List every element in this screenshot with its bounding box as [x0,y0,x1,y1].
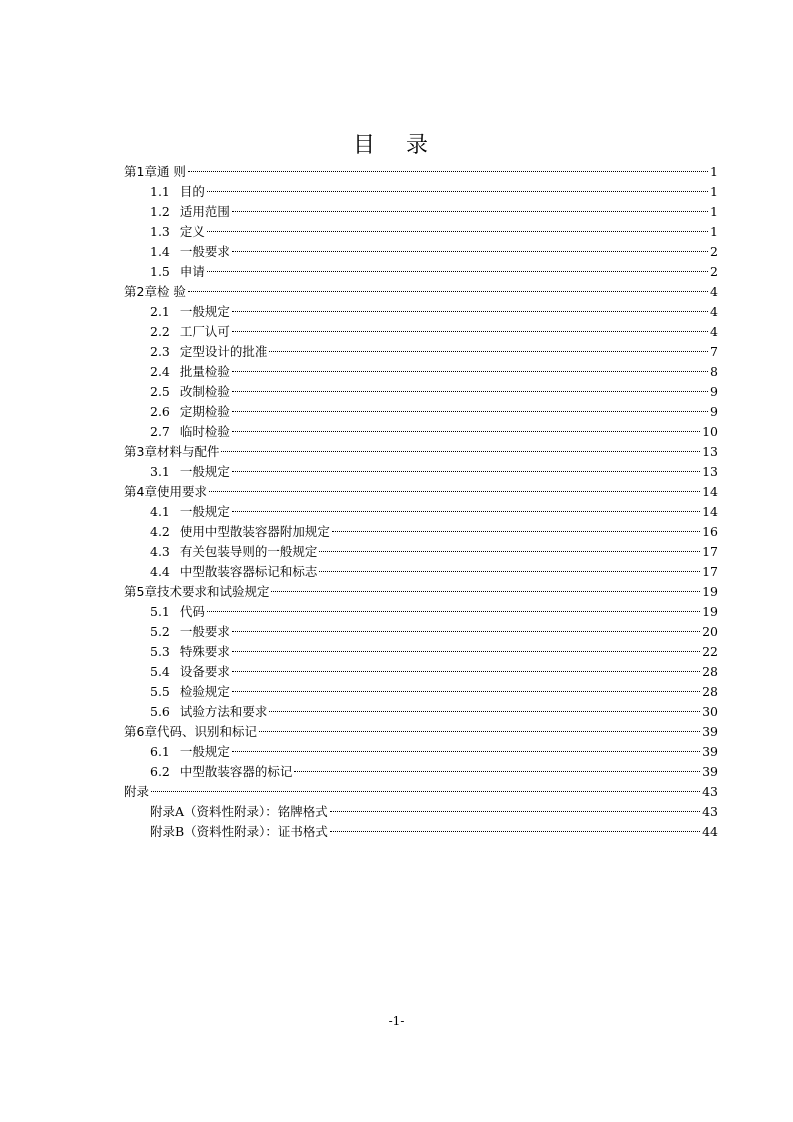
dot-leader [232,311,708,312]
toc-page-number: 9 [710,404,718,419]
toc-section-number: 4.3 [150,544,170,559]
toc-entry-label: 附录 [124,784,150,799]
dot-leader [232,671,700,672]
toc-section-entry[interactable] [124,382,718,402]
dot-leader [271,591,700,592]
toc-page-number: 22 [702,644,718,659]
toc-entry-title [124,582,269,602]
toc-section-number: 5.2 [150,624,170,639]
toc-section-number: 6.1 [150,744,170,759]
dot-leader [221,451,700,452]
dot-leader [207,271,708,272]
toc-page-number: 39 [702,744,718,759]
toc-entry-label: 临时检验 [179,424,230,439]
toc-entry-label: 第3章材料与配件 [124,444,220,459]
toc-entry-title [150,322,230,342]
toc-entry-label: 使用中型散装容器附加规定 [179,524,330,539]
toc-section-number: 5.1 [150,604,170,619]
toc-entry-title [124,782,149,802]
toc-entry-label: 一般规定 [179,304,230,319]
dot-leader [232,631,700,632]
dot-leader [232,371,708,372]
toc-page-number: 28 [702,684,718,699]
toc-section-number: 4.4 [150,564,170,579]
toc-section-number: 1.1 [150,184,170,199]
toc-page-number: 1 [710,164,718,179]
toc-entry-label: 有关包装导则的一般规定 [179,544,318,559]
toc-section-number: 5.5 [150,684,170,699]
dot-leader [232,751,700,752]
toc-section-entry[interactable] [124,822,718,842]
toc-entry-title [124,162,186,182]
table-of-contents [124,162,718,842]
toc-entry-title [150,642,230,662]
toc-entry-label: 定期检验 [179,404,230,419]
toc-entry-label: 一般规定 [179,744,230,759]
toc-page-number: 39 [702,724,718,739]
toc-entry-label: 一般要求 [179,624,230,639]
toc-section-number: 2.7 [150,424,170,439]
toc-section-entry[interactable] [124,342,718,362]
toc-section-entry[interactable] [124,802,718,822]
toc-section-entry[interactable] [124,682,718,702]
toc-page-number: 10 [702,424,718,439]
toc-entry-title [124,482,207,502]
toc-entry-title [150,402,230,422]
toc-entry-label: 一般规定 [179,504,230,519]
toc-page-number: 17 [702,544,718,559]
toc-page-number: 44 [702,824,718,839]
toc-chapter-entry[interactable] [124,722,718,742]
toc-section-number: 2.3 [150,344,170,359]
toc-entry-title [150,602,205,622]
toc-entry-label: 改制检验 [179,384,230,399]
toc-page-number: 4 [710,304,718,319]
dot-leader [232,211,708,212]
dot-leader [330,811,700,812]
toc-section-entry[interactable] [124,602,718,622]
toc-page-number: 1 [710,224,718,239]
toc-entry-title [150,802,328,822]
toc-page-number: 2 [710,264,718,279]
toc-section-entry[interactable] [124,202,718,222]
toc-section-number: 1.3 [150,224,170,239]
toc-section-number: 1.2 [150,204,170,219]
toc-entry-title [150,202,230,222]
toc-section-entry[interactable] [124,302,718,322]
toc-section-number: 5.6 [150,704,170,719]
toc-entry-label: 第6章代码、识别和标记 [124,724,257,739]
toc-entry-label: 第1章通 则 [124,164,186,179]
toc-entry-label: 第2章检 验 [124,284,186,299]
toc-entry-title [150,702,267,722]
dot-leader [232,511,700,512]
toc-entry-title [150,242,230,262]
toc-entry-title [150,502,230,522]
toc-section-entry[interactable] [124,522,718,542]
dot-leader [319,551,700,552]
toc-entry-title [150,382,230,402]
toc-section-entry[interactable] [124,662,718,682]
toc-page-number: 4 [710,324,718,339]
toc-chapter-entry[interactable] [124,482,718,502]
toc-entry-label: 一般要求 [179,244,230,259]
toc-page-number: 17 [702,564,718,579]
toc-entry-label: 特殊要求 [179,644,230,659]
toc-section-number: 4.2 [150,524,170,539]
toc-section-number: 2.1 [150,304,170,319]
dot-leader [330,831,700,832]
toc-entry-label: 第5章技术要求和试验规定 [124,584,270,599]
toc-entry-title [150,562,317,582]
toc-section-entry[interactable] [124,542,718,562]
dot-leader [232,431,700,432]
toc-section-number: 5.3 [150,644,170,659]
toc-chapter-entry[interactable] [124,442,718,462]
toc-section-entry[interactable] [124,702,718,722]
toc-page-number: 28 [702,664,718,679]
toc-entry-label: 申请 [179,264,205,279]
toc-entry-title [150,262,205,282]
toc-entry-label: 定义 [179,224,205,239]
toc-entry-label: 附录B（资料性附录）：证书格式 [150,824,328,839]
dot-leader [188,291,708,292]
dot-leader [232,391,708,392]
toc-section-entry[interactable] [124,622,718,642]
dot-leader [319,571,700,572]
toc-section-entry[interactable] [124,222,718,242]
toc-section-entry[interactable] [124,182,718,202]
toc-section-number: 1.5 [150,264,170,279]
toc-section-number: 1.4 [150,244,170,259]
toc-entry-label: 中型散装容器标记和标志 [179,564,318,579]
toc-section-number: 2.6 [150,404,170,419]
dot-leader [259,731,700,732]
toc-entry-title [150,742,230,762]
toc-entry-title [150,822,328,842]
toc-entry-title [150,522,330,542]
toc-chapter-entry[interactable] [124,162,718,182]
toc-section-number: 2.4 [150,364,170,379]
toc-entry-label: 附录A（资料性附录）：铭牌格式 [150,804,328,819]
toc-entry-label: 一般规定 [179,464,230,479]
toc-page-number: 39 [702,764,718,779]
toc-entry-label: 检验规定 [179,684,230,699]
dot-leader [294,771,700,772]
toc-entry-title [150,302,230,322]
toc-entry-label: 代码 [179,604,205,619]
dot-leader [151,791,700,792]
toc-page-number: 43 [702,804,718,819]
toc-page-number: 7 [710,344,718,359]
toc-section-number: 4.1 [150,504,170,519]
toc-chapter-entry[interactable] [124,782,718,802]
toc-page-number: 16 [702,524,718,539]
toc-chapter-entry[interactable] [124,282,718,302]
toc-entry-title [124,282,186,302]
toc-entry-title [150,762,292,782]
toc-entry-label: 适用范围 [179,204,230,219]
toc-page-number: 2 [710,244,718,259]
dot-leader [207,611,700,612]
toc-page-number: 43 [702,784,718,799]
toc-page-number: 14 [702,484,718,499]
toc-entry-title [150,542,317,562]
toc-chapter-entry[interactable] [124,582,718,602]
dot-leader [232,251,708,252]
toc-entry-title [124,442,219,462]
toc-entry-label: 设备要求 [179,664,230,679]
dot-leader [269,351,708,352]
toc-entry-title [150,462,230,482]
toc-section-entry[interactable] [124,362,718,382]
dot-leader [207,191,708,192]
toc-page-number: 13 [702,444,718,459]
dot-leader [209,491,700,492]
toc-section-entry[interactable] [124,322,718,342]
dot-leader [269,711,700,712]
toc-page-number: 9 [710,384,718,399]
toc-section-number: 5.4 [150,664,170,679]
toc-page-number: 19 [702,604,718,619]
toc-section-entry[interactable] [124,642,718,662]
toc-section-entry[interactable] [124,262,718,282]
toc-section-entry[interactable] [124,402,718,422]
toc-page-number: 20 [702,624,718,639]
toc-section-number: 2.5 [150,384,170,399]
toc-entry-title [150,682,230,702]
toc-entry-label: 中型散装容器的标记 [179,764,293,779]
toc-page-number: 13 [702,464,718,479]
toc-entry-label: 工厂认可 [179,324,230,339]
dot-leader [232,471,700,472]
toc-entry-title [150,422,230,442]
toc-section-entry[interactable] [124,502,718,522]
toc-section-entry[interactable] [124,242,718,262]
toc-entry-title [150,182,205,202]
toc-entry-title [124,722,257,742]
toc-entry-title [150,622,230,642]
dot-leader [207,231,708,232]
toc-entry-label: 试验方法和要求 [179,704,268,719]
toc-entry-label: 批量检验 [179,364,230,379]
toc-page-number: 30 [702,704,718,719]
toc-page-number: 4 [710,284,718,299]
toc-entry-label: 目的 [179,184,205,199]
toc-section-entry[interactable] [124,742,718,762]
toc-entry-title [150,662,230,682]
page-title: 目 录 [353,133,440,158]
toc-section-number: 6.2 [150,764,170,779]
dot-leader [232,651,700,652]
dot-leader [232,411,708,412]
toc-section-entry[interactable] [124,762,718,782]
toc-page-number: 14 [702,504,718,519]
toc-entry-title [150,362,230,382]
dot-leader [188,171,708,172]
toc-page-number: 19 [702,584,718,599]
toc-section-entry[interactable] [124,422,718,442]
toc-entry-label: 第4章使用要求 [124,484,207,499]
toc-entry-title [150,342,267,362]
dot-leader [232,331,708,332]
toc-section-number: 2.2 [150,324,170,339]
toc-entry-title [150,222,205,242]
dot-leader [332,531,700,532]
toc-section-entry[interactable] [124,562,718,582]
toc-entry-label: 定型设计的批准 [179,344,268,359]
dot-leader [232,691,700,692]
page-number-footer: -1- [388,1014,405,1028]
toc-page-number: 1 [710,184,718,199]
toc-section-number: 3.1 [150,464,170,479]
toc-page-number: 8 [710,364,718,379]
toc-section-entry[interactable] [124,462,718,482]
toc-page-number: 1 [710,204,718,219]
